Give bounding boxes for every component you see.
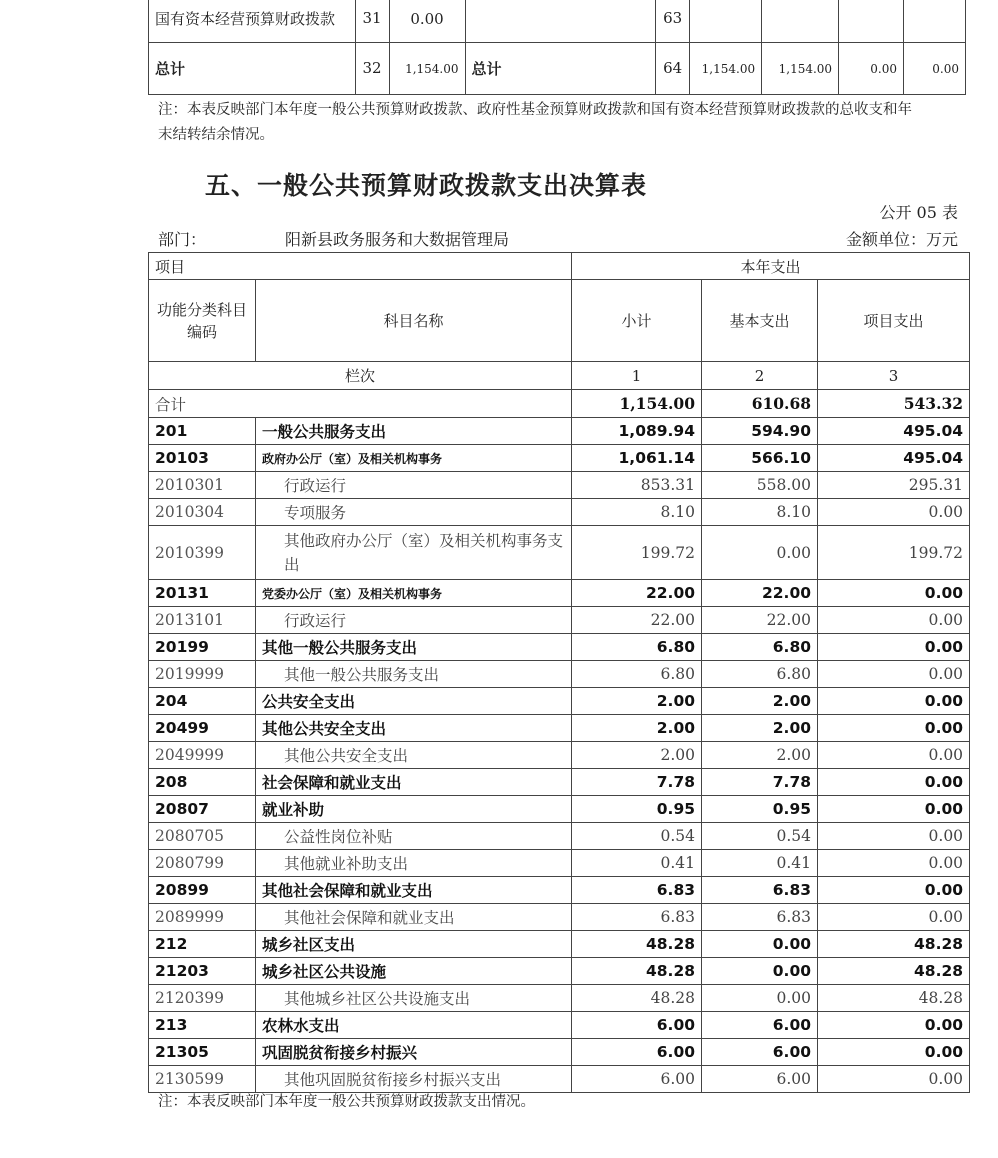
row-project: 199.72 bbox=[818, 526, 970, 580]
row-basic: 22.00 bbox=[702, 607, 818, 634]
header-project: 项目 bbox=[149, 253, 572, 280]
row-name: 公共安全支出 bbox=[256, 688, 572, 715]
row-code: 21305 bbox=[149, 1039, 256, 1066]
table-row bbox=[149, 985, 970, 1012]
page-title: 五、一般公共预算财政拨款支出决算表 bbox=[205, 171, 648, 200]
row-label: 总计 bbox=[149, 43, 356, 95]
row-name: 专项服务 bbox=[256, 499, 572, 526]
row-code: 20807 bbox=[149, 796, 256, 823]
row-name: 其他一般公共服务支出 bbox=[256, 634, 572, 661]
row-project: 48.28 bbox=[818, 958, 970, 985]
row-name: 行政运行 bbox=[256, 472, 572, 499]
header-name: 科目名称 bbox=[256, 280, 572, 362]
row-basic: 0.41 bbox=[702, 850, 818, 877]
row-basic: 558.00 bbox=[702, 472, 818, 499]
header-col-1: 1 bbox=[572, 362, 702, 390]
table-row bbox=[149, 715, 970, 742]
table-row bbox=[149, 877, 970, 904]
row-basic: 22.00 bbox=[702, 580, 818, 607]
row-subtotal: 0.54 bbox=[572, 823, 702, 850]
row-name: 其他城乡社区公共设施支出 bbox=[256, 985, 572, 1012]
row-project: 495.04 bbox=[818, 418, 970, 445]
header-row bbox=[149, 280, 970, 362]
row-basic: 6.80 bbox=[702, 634, 818, 661]
row-basic: 0.00 bbox=[702, 931, 818, 958]
total-label: 合计 bbox=[149, 390, 572, 418]
table-number: 公开 05 表 bbox=[879, 203, 958, 222]
row-project: 0.00 bbox=[818, 661, 970, 688]
header-row bbox=[149, 253, 970, 280]
row-project: 0.00 bbox=[818, 850, 970, 877]
row-subtotal: 6.83 bbox=[572, 904, 702, 931]
row-name: 政府办公厅（室）及相关机构事务 bbox=[256, 445, 572, 472]
row-subtotal: 6.00 bbox=[572, 1012, 702, 1039]
row-project: 0.00 bbox=[818, 1066, 970, 1093]
row-name: 党委办公厅（室）及相关机构事务 bbox=[256, 580, 572, 607]
row-subtotal: 2.00 bbox=[572, 715, 702, 742]
row-code: 2080799 bbox=[149, 850, 256, 877]
row-basic: 2.00 bbox=[702, 688, 818, 715]
row-basic: 566.10 bbox=[702, 445, 818, 472]
row-basic: 0.00 bbox=[702, 985, 818, 1012]
row-name: 其他公共安全支出 bbox=[256, 742, 572, 769]
row-code: 212 bbox=[149, 931, 256, 958]
row-name: 农林水支出 bbox=[256, 1012, 572, 1039]
row-code: 2010304 bbox=[149, 499, 256, 526]
table-row bbox=[149, 634, 970, 661]
table-row bbox=[149, 499, 970, 526]
row-code: 2120399 bbox=[149, 985, 256, 1012]
row-basic: 2.00 bbox=[702, 742, 818, 769]
table-row bbox=[149, 904, 970, 931]
row-name: 其他社会保障和就业支出 bbox=[256, 877, 572, 904]
row-basic: 6.83 bbox=[702, 877, 818, 904]
table-row bbox=[149, 769, 970, 796]
row-subtotal: 2.00 bbox=[572, 742, 702, 769]
table-row bbox=[149, 742, 970, 769]
row-code: 2010399 bbox=[149, 526, 256, 580]
row-project: 0.00 bbox=[818, 607, 970, 634]
row-code: 20131 bbox=[149, 580, 256, 607]
row-basic: 594.90 bbox=[702, 418, 818, 445]
table-row bbox=[149, 472, 970, 499]
amount-unit: 金额单位：万元 bbox=[845, 230, 958, 249]
amount-cell: 0.00 bbox=[839, 43, 904, 95]
row-name: 一般公共服务支出 bbox=[256, 418, 572, 445]
row-project: 48.28 bbox=[818, 931, 970, 958]
row-subtotal: 6.80 bbox=[572, 634, 702, 661]
row-name: 城乡社区支出 bbox=[256, 931, 572, 958]
row-basic: 8.10 bbox=[702, 499, 818, 526]
row-subtotal: 0.41 bbox=[572, 850, 702, 877]
amount-cell: 1,154.00 bbox=[389, 43, 465, 95]
row-subtotal: 0.95 bbox=[572, 796, 702, 823]
row-basic: 2.00 bbox=[702, 715, 818, 742]
row-name: 其他巩固脱贫衔接乡村振兴支出 bbox=[256, 1066, 572, 1093]
row-name: 其他公共安全支出 bbox=[256, 715, 572, 742]
row-project: 295.31 bbox=[818, 472, 970, 499]
row-code: 21203 bbox=[149, 958, 256, 985]
row-project: 0.00 bbox=[818, 904, 970, 931]
table-row bbox=[149, 526, 970, 580]
total-row bbox=[149, 390, 970, 418]
row-subtotal: 6.83 bbox=[572, 877, 702, 904]
row-subtotal: 48.28 bbox=[572, 985, 702, 1012]
row-name: 其他社会保障和就业支出 bbox=[256, 904, 572, 931]
table-row bbox=[149, 688, 970, 715]
row-project: 0.00 bbox=[818, 688, 970, 715]
row-basic: 0.54 bbox=[702, 823, 818, 850]
header-project-exp: 项目支出 bbox=[818, 280, 970, 362]
header-col-3: 3 bbox=[818, 362, 970, 390]
table-row bbox=[149, 1039, 970, 1066]
row-basic: 6.80 bbox=[702, 661, 818, 688]
table-row bbox=[149, 607, 970, 634]
row-code: 2013101 bbox=[149, 607, 256, 634]
row-project: 0.00 bbox=[818, 580, 970, 607]
table-row bbox=[149, 796, 970, 823]
department-label: 部门： bbox=[158, 230, 207, 249]
row-name: 其他就业补助支出 bbox=[256, 850, 572, 877]
row-basic: 0.95 bbox=[702, 796, 818, 823]
row-project: 0.00 bbox=[818, 715, 970, 742]
row-code: 213 bbox=[149, 1012, 256, 1039]
row-project: 495.04 bbox=[818, 445, 970, 472]
row-subtotal: 7.78 bbox=[572, 769, 702, 796]
row-subtotal: 1,061.14 bbox=[572, 445, 702, 472]
empty-cell bbox=[904, 0, 966, 43]
row-name: 公益性岗位补贴 bbox=[256, 823, 572, 850]
table-row bbox=[149, 850, 970, 877]
row-subtotal: 8.10 bbox=[572, 499, 702, 526]
header-row bbox=[149, 362, 970, 390]
row-subtotal: 6.80 bbox=[572, 661, 702, 688]
row-code: 20899 bbox=[149, 877, 256, 904]
row-project: 0.00 bbox=[818, 796, 970, 823]
row-basic: 7.78 bbox=[702, 769, 818, 796]
row-name: 就业补助 bbox=[256, 796, 572, 823]
row-project: 0.00 bbox=[818, 634, 970, 661]
table-row bbox=[149, 418, 970, 445]
row-name: 其他政府办公厅（室）及相关机构事务支出 bbox=[256, 526, 572, 580]
row-code: 2049999 bbox=[149, 742, 256, 769]
row-basic: 6.00 bbox=[702, 1066, 818, 1093]
table-row bbox=[149, 958, 970, 985]
table-row bbox=[149, 931, 970, 958]
row-code: 20199 bbox=[149, 634, 256, 661]
row-project: 0.00 bbox=[818, 823, 970, 850]
row-code: 204 bbox=[149, 688, 256, 715]
table-row bbox=[149, 580, 970, 607]
table-row bbox=[149, 0, 966, 43]
row-code: 208 bbox=[149, 769, 256, 796]
line-number: 64 bbox=[656, 43, 690, 95]
row-subtotal: 6.00 bbox=[572, 1066, 702, 1093]
line-number: 32 bbox=[355, 43, 389, 95]
row-subtotal: 2.00 bbox=[572, 688, 702, 715]
row-code: 2089999 bbox=[149, 904, 256, 931]
header-subtotal: 小计 bbox=[572, 280, 702, 362]
amount-cell: 0.00 bbox=[904, 43, 966, 95]
row-name: 行政运行 bbox=[256, 607, 572, 634]
department-name: 阳新县政务服务和大数据管理局 bbox=[285, 230, 510, 249]
row-subtotal: 1,089.94 bbox=[572, 418, 702, 445]
row-basic: 6.00 bbox=[702, 1039, 818, 1066]
row-basic: 6.00 bbox=[702, 1012, 818, 1039]
row-subtotal: 22.00 bbox=[572, 580, 702, 607]
line-number: 31 bbox=[355, 0, 389, 43]
row-basic: 0.00 bbox=[702, 526, 818, 580]
row-basic: 0.00 bbox=[702, 958, 818, 985]
row-project: 0.00 bbox=[818, 499, 970, 526]
row-name: 巩固脱贫衔接乡村振兴 bbox=[256, 1039, 572, 1066]
row-project: 0.00 bbox=[818, 877, 970, 904]
header-current-year: 本年支出 bbox=[572, 253, 970, 280]
header-col-2: 2 bbox=[702, 362, 818, 390]
table-row bbox=[149, 1066, 970, 1093]
table-row bbox=[149, 661, 970, 688]
row-subtotal: 6.00 bbox=[572, 1039, 702, 1066]
row-code: 2130599 bbox=[149, 1066, 256, 1093]
row-code: 2019999 bbox=[149, 661, 256, 688]
row-code: 2010301 bbox=[149, 472, 256, 499]
income-expense-table-fragment bbox=[148, 0, 966, 95]
empty-cell bbox=[762, 0, 839, 43]
table-row bbox=[149, 823, 970, 850]
line-number: 63 bbox=[656, 0, 690, 43]
row-name: 社会保障和就业支出 bbox=[256, 769, 572, 796]
amount-cell: 1,154.00 bbox=[762, 43, 839, 95]
table-row bbox=[149, 445, 970, 472]
total-basic: 610.68 bbox=[702, 390, 818, 418]
row-subtotal: 48.28 bbox=[572, 958, 702, 985]
row-project: 0.00 bbox=[818, 1012, 970, 1039]
amount-cell: 0.00 bbox=[389, 0, 465, 43]
table-row bbox=[149, 43, 966, 95]
empty-cell bbox=[690, 0, 762, 43]
row-project: 48.28 bbox=[818, 985, 970, 1012]
row-project: 0.00 bbox=[818, 1039, 970, 1066]
empty-cell bbox=[465, 0, 656, 43]
amount-cell: 1,154.00 bbox=[690, 43, 762, 95]
header-column-no: 栏次 bbox=[149, 362, 572, 390]
row-name: 其他一般公共服务支出 bbox=[256, 661, 572, 688]
expenditure-table bbox=[148, 252, 970, 1093]
empty-cell bbox=[839, 0, 904, 43]
row-code: 2080705 bbox=[149, 823, 256, 850]
row-project: 0.00 bbox=[818, 769, 970, 796]
total-subtotal: 1,154.00 bbox=[572, 390, 702, 418]
table-note: 注：本表反映部门本年度一般公共预算财政拨款支出情况。 bbox=[158, 1094, 535, 1110]
row-name: 城乡社区公共设施 bbox=[256, 958, 572, 985]
header-code: 功能分类科目编码 bbox=[149, 280, 256, 362]
row-label: 国有资本经营预算财政拨款 bbox=[149, 0, 356, 43]
total-project: 543.32 bbox=[818, 390, 970, 418]
row-project: 0.00 bbox=[818, 742, 970, 769]
row-code: 20499 bbox=[149, 715, 256, 742]
table-row bbox=[149, 1012, 970, 1039]
table-note: 注：本表反映部门本年度一般公共预算财政拨款、政府性基金预算财政拨款和国有资本经营预算财政拨款的总收支和年末结转结余情况。 bbox=[158, 102, 912, 143]
header-basic: 基本支出 bbox=[702, 280, 818, 362]
row-subtotal: 853.31 bbox=[572, 472, 702, 499]
row-subtotal: 48.28 bbox=[572, 931, 702, 958]
row-code: 20103 bbox=[149, 445, 256, 472]
row-code: 201 bbox=[149, 418, 256, 445]
row-subtotal: 22.00 bbox=[572, 607, 702, 634]
row-label: 总计 bbox=[465, 43, 656, 95]
row-subtotal: 199.72 bbox=[572, 526, 702, 580]
row-basic: 6.83 bbox=[702, 904, 818, 931]
